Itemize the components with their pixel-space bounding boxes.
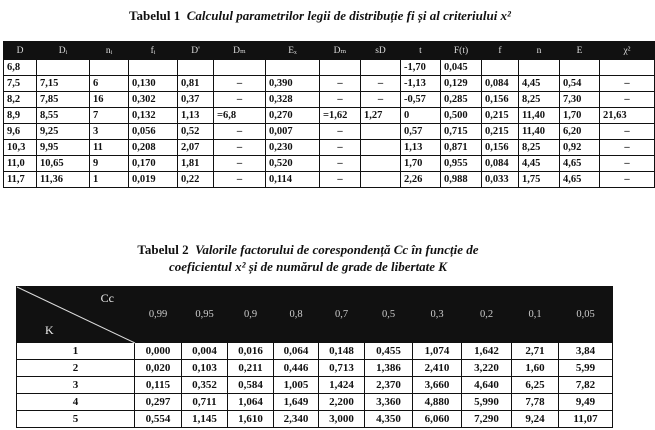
table2-cell: 7,78 [512, 394, 559, 411]
table2-cell: 0,446 [274, 360, 319, 377]
table1-cell: – [600, 172, 655, 188]
table1-cell: 9,95 [37, 140, 90, 156]
table1-cell: – [214, 140, 266, 156]
table1-caption-prefix: Tabelul 1 [129, 8, 181, 23]
table1-cell: 0,045 [441, 60, 482, 76]
table2-header-cell: 0,3 [413, 287, 462, 343]
table2-k-cell: 2 [17, 360, 135, 377]
table1-header-cell: t [401, 42, 441, 60]
table1-cell: 4,45 [519, 76, 560, 92]
table1-cell: 11,36 [37, 172, 90, 188]
table1-cell: 7,30 [560, 92, 600, 108]
table1-cell: 0,520 [266, 156, 320, 172]
table2-header-cell: 0,1 [512, 287, 559, 343]
table2-cell: 0,584 [228, 377, 274, 394]
table1-row [4, 140, 655, 156]
table2-caption [8, 241, 608, 275]
table1-cell [320, 60, 361, 76]
table1-cell: 2,26 [401, 172, 441, 188]
table1-cell [361, 140, 401, 156]
table2-cell: 6,060 [413, 411, 462, 428]
table2-cell: 0,455 [365, 343, 413, 360]
table1-header-cell: χ² [600, 42, 655, 60]
table1-cell: 7,5 [4, 76, 37, 92]
table1-cell: 1,13 [178, 108, 214, 124]
table1-cell: 8,25 [519, 140, 560, 156]
table1-cell [361, 156, 401, 172]
table2 [16, 286, 613, 428]
table2-caption-line1: Valorile factorului de corespondență Cc în funcție de [195, 242, 479, 257]
table2-cell: 1,610 [228, 411, 274, 428]
table1-cell: – [361, 92, 401, 108]
table2-cell: 3,360 [365, 394, 413, 411]
table2-cell: 0,020 [135, 360, 182, 377]
table1-cell: 0,52 [178, 124, 214, 140]
table2-k-cell: 5 [17, 411, 135, 428]
table1-cell [482, 60, 519, 76]
table1-cell: 0 [401, 108, 441, 124]
table1-cell: 0,285 [441, 92, 482, 108]
table1-cell: 11 [90, 140, 129, 156]
table2-header-cell: 0,9 [228, 287, 274, 343]
table2-cell: 4,350 [365, 411, 413, 428]
table1-row [4, 60, 655, 76]
table1-header-cell: F(t) [441, 42, 482, 60]
table1-cell [178, 60, 214, 76]
table2-row [17, 411, 613, 428]
table1-cell [129, 60, 178, 76]
table1-cell: 9 [90, 156, 129, 172]
table1-cell: =1,62 [320, 108, 361, 124]
table1-cell: 0,208 [129, 140, 178, 156]
table1-cell: 21,63 [600, 108, 655, 124]
table1-cell: 0,57 [401, 124, 441, 140]
table2-cell: 0,016 [228, 343, 274, 360]
table2-cell: 0,713 [319, 360, 365, 377]
table2-cell: 5,99 [559, 360, 613, 377]
table2-caption-prefix: Tabelul 2 [137, 242, 189, 257]
table1-cell: – [600, 92, 655, 108]
table1-cell: 0,007 [266, 124, 320, 140]
table1-cell: – [600, 156, 655, 172]
table1-cell: 8,25 [519, 92, 560, 108]
table1-cell: 11,40 [519, 108, 560, 124]
corner-k-label: K [45, 323, 54, 337]
table1-header-cell: D [4, 42, 37, 60]
table1-cell: 0,81 [178, 76, 214, 92]
table2-cell: 4,640 [462, 377, 512, 394]
table1-header-cell: Dᵢ [37, 42, 90, 60]
table2-row [17, 394, 613, 411]
table1-cell [600, 60, 655, 76]
table1-cell: 1,70 [560, 108, 600, 124]
table1-cell [519, 60, 560, 76]
table1-cell: 1,75 [519, 172, 560, 188]
table1-cell: 0,92 [560, 140, 600, 156]
table1-cell: 8,2 [4, 92, 37, 108]
table1-cell: 0,084 [482, 76, 519, 92]
table1-cell: 0,132 [129, 108, 178, 124]
table1-row [4, 172, 655, 188]
table1-cell: 1 [90, 172, 129, 188]
table2-k-cell: 3 [17, 377, 135, 394]
table1-cell [560, 60, 600, 76]
table1-cell: 0,390 [266, 76, 320, 92]
table1-cell: 0,54 [560, 76, 600, 92]
table2-header-cell: 0,95 [182, 287, 228, 343]
table1-cell: – [214, 124, 266, 140]
table1-cell: 4,45 [519, 156, 560, 172]
table1-cell: 9,6 [4, 124, 37, 140]
table2-cell: 5,990 [462, 394, 512, 411]
table2-row [17, 360, 613, 377]
table1-cell: – [320, 140, 361, 156]
table1-cell: – [320, 92, 361, 108]
table2-header-cell: 0,5 [365, 287, 413, 343]
table1-cell: 8,9 [4, 108, 37, 124]
table1-cell: 0,328 [266, 92, 320, 108]
table2-cell: 1,064 [228, 394, 274, 411]
table2-cell: 1,145 [182, 411, 228, 428]
table1-cell: -0,57 [401, 92, 441, 108]
table1-cell: 0,156 [482, 140, 519, 156]
table2-caption-line2: coeficientul x² și de numărul de grade de libertate K [169, 259, 447, 274]
table2-cell: 0,211 [228, 360, 274, 377]
table1-cell: – [214, 76, 266, 92]
table1-cell: – [320, 124, 361, 140]
table1-cell: – [214, 92, 266, 108]
corner-cc-label: Cc [100, 291, 114, 305]
table1-cell: 7,15 [37, 76, 90, 92]
table1-header-cell: fᵢ [129, 42, 178, 60]
table2-cell: 4,880 [413, 394, 462, 411]
table2-cell: 0,103 [182, 360, 228, 377]
table1 [3, 41, 655, 188]
table2-cell: 0,352 [182, 377, 228, 394]
table1-header-cell: Eₓ [266, 42, 320, 60]
table1-cell: – [600, 76, 655, 92]
table2-body [17, 343, 613, 428]
table1-row [4, 76, 655, 92]
table2-cell: 1,60 [512, 360, 559, 377]
table2-cell: 1,642 [462, 343, 512, 360]
table2-cell: 9,24 [512, 411, 559, 428]
table1-cell: – [320, 76, 361, 92]
table2-cell: 2,200 [319, 394, 365, 411]
table1-cell: 1,70 [401, 156, 441, 172]
table1-cell: 0,988 [441, 172, 482, 188]
table2-cell: 11,07 [559, 411, 613, 428]
table1-cell: 6,20 [560, 124, 600, 140]
table2-cell: 2,340 [274, 411, 319, 428]
table2-row [17, 343, 613, 360]
table1-cell: 11,40 [519, 124, 560, 140]
table1-cell: 0,215 [482, 124, 519, 140]
table2-cell: 0,148 [319, 343, 365, 360]
table1-row [4, 156, 655, 172]
table1-cell: 0,114 [266, 172, 320, 188]
table1-body [4, 60, 655, 188]
table1-cell [90, 60, 129, 76]
table2-cell: 3,220 [462, 360, 512, 377]
table1-cell: 0,37 [178, 92, 214, 108]
table1-cell: 0,130 [129, 76, 178, 92]
table1-cell [266, 60, 320, 76]
table2-cell: 1,649 [274, 394, 319, 411]
table1-cell: 6 [90, 76, 129, 92]
table2-cell: 0,000 [135, 343, 182, 360]
table1-cell: 1,81 [178, 156, 214, 172]
table1-cell: 11,0 [4, 156, 37, 172]
table1-cell: 0,715 [441, 124, 482, 140]
table1-cell: =6,8 [214, 108, 266, 124]
table2-cell: 2,71 [512, 343, 559, 360]
table1-header-row [4, 42, 655, 60]
table2-cell: 3,660 [413, 377, 462, 394]
table1-cell: – [320, 172, 361, 188]
table1-cell: 7,85 [37, 92, 90, 108]
table2-header-cell: 0,05 [559, 287, 613, 343]
table1-cell: – [214, 156, 266, 172]
table1-cell: – [214, 172, 266, 188]
table1-cell: 0,500 [441, 108, 482, 124]
table2-header-cell: 0,2 [462, 287, 512, 343]
table2-cell: 7,290 [462, 411, 512, 428]
table1-cell: 10,3 [4, 140, 37, 156]
table1-header-cell: E [560, 42, 600, 60]
table1-cell: 16 [90, 92, 129, 108]
table2-header-row [17, 287, 613, 343]
table2-cell: 0,004 [182, 343, 228, 360]
table1-caption-text: Calculul parametrilor legii de distribuție fi și al criteriului x² [186, 8, 511, 23]
table2-cell: 2,370 [365, 377, 413, 394]
table2-cell: 1,074 [413, 343, 462, 360]
table1-cell: 0,129 [441, 76, 482, 92]
table1-cell: – [600, 124, 655, 140]
table1-header-cell: nᵢ [90, 42, 129, 60]
table1-cell: 4,65 [560, 172, 600, 188]
table1-cell: 0,170 [129, 156, 178, 172]
table2-corner-cell [17, 287, 135, 343]
table1-cell: – [320, 156, 361, 172]
table2-k-cell: 1 [17, 343, 135, 360]
table1-cell: – [600, 140, 655, 156]
table1-cell: 0,270 [266, 108, 320, 124]
table1-cell: -1,13 [401, 76, 441, 92]
table1-cell: 10,65 [37, 156, 90, 172]
table1-cell: 9,25 [37, 124, 90, 140]
table1-cell: 3 [90, 124, 129, 140]
table1-cell: 0,056 [129, 124, 178, 140]
table1-header-cell: n [519, 42, 560, 60]
table1-cell: 0,156 [482, 92, 519, 108]
table1-cell: 0,22 [178, 172, 214, 188]
table1-cell [361, 124, 401, 140]
table1-cell: 1,13 [401, 140, 441, 156]
table2-cell: 0,115 [135, 377, 182, 394]
table1-cell: 11,7 [4, 172, 37, 188]
table1-cell: – [361, 76, 401, 92]
table1-cell: 0,215 [482, 108, 519, 124]
table2-cell: 1,386 [365, 360, 413, 377]
table2-cell: 1,005 [274, 377, 319, 394]
table1-cell: 0,302 [129, 92, 178, 108]
table2-cell: 9,49 [559, 394, 613, 411]
table1-cell: 0,033 [482, 172, 519, 188]
table1-cell [361, 172, 401, 188]
table1-header-cell: sD [361, 42, 401, 60]
table1-cell: -1,70 [401, 60, 441, 76]
table1-cell [37, 60, 90, 76]
table1-cell: 0,230 [266, 140, 320, 156]
table2-cell: 0,554 [135, 411, 182, 428]
table2-header-cell: 0,8 [274, 287, 319, 343]
table1-caption [40, 8, 600, 24]
table2-cell: 6,25 [512, 377, 559, 394]
table1-header-cell: Dₘ [320, 42, 361, 60]
table1-cell [361, 60, 401, 76]
table1-cell: 7 [90, 108, 129, 124]
table2-cell: 3,84 [559, 343, 613, 360]
table2-header-cell: 0,7 [319, 287, 365, 343]
table1-cell: 0,871 [441, 140, 482, 156]
table1-cell: 4,65 [560, 156, 600, 172]
table2-k-cell: 4 [17, 394, 135, 411]
table2-cell: 7,82 [559, 377, 613, 394]
table2-cell: 3,000 [319, 411, 365, 428]
table1-cell: 0,084 [482, 156, 519, 172]
table1-row [4, 92, 655, 108]
table1-cell: 2,07 [178, 140, 214, 156]
table1-row [4, 124, 655, 140]
corner-diagonal [17, 287, 135, 343]
table2-cell: 0,297 [135, 394, 182, 411]
table1-row [4, 108, 655, 124]
table2-row [17, 377, 613, 394]
table1-cell: 0,019 [129, 172, 178, 188]
table1-cell: 1,27 [361, 108, 401, 124]
table1-cell: 8,55 [37, 108, 90, 124]
table1-header-cell: D' [178, 42, 214, 60]
table1-header-cell: Dₘ [214, 42, 266, 60]
table1-cell [214, 60, 266, 76]
table2-cell: 1,424 [319, 377, 365, 394]
table1-cell: 6,8 [4, 60, 37, 76]
table2-cell: 0,711 [182, 394, 228, 411]
table2-cell: 0,064 [274, 343, 319, 360]
table1-header-cell: f [482, 42, 519, 60]
table2-cell: 2,410 [413, 360, 462, 377]
table1-cell: 0,955 [441, 156, 482, 172]
table2-header-cell: 0,99 [135, 287, 182, 343]
